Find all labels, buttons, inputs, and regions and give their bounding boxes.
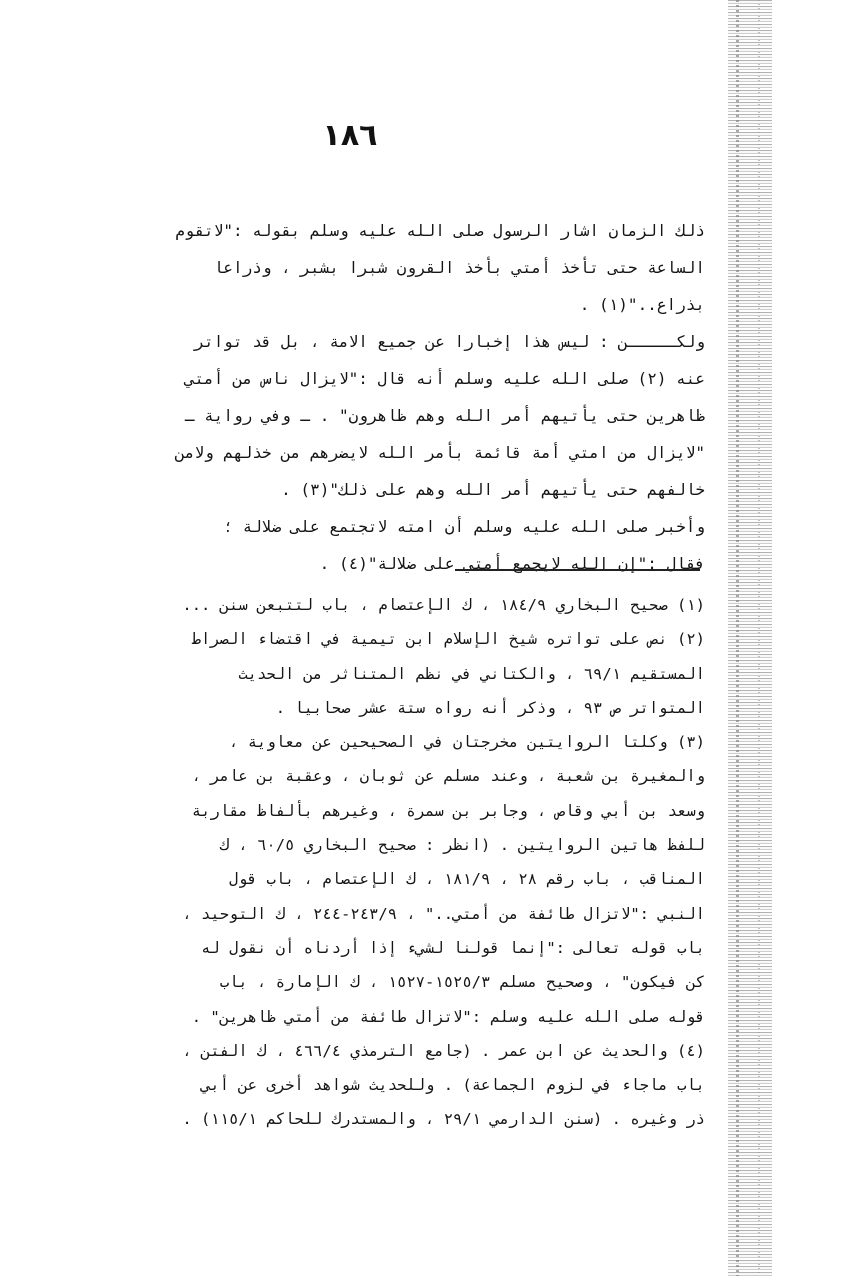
- footnote-line: والمغيرة بن شعبة ، وعند مسلم عن ثوبان ، وعقبة بن عامر ،: [191, 767, 705, 786]
- main-text-line: فقال :"إن الله لايجمع أمتي على ضلالة"(٤) .: [319, 554, 705, 573]
- main-text-line: الساعة حتى تأخذ أمتي بأخذ القرون شبرا بشبر ، وذراعا: [213, 258, 705, 277]
- footnote-line: باب ماجاء في لزوم الجماعة) . وللحديث شواهد أخرى عن أبي: [201, 1076, 705, 1095]
- main-text-line: ظاهرين حتى يأتيهم أمر الله وهم ظاهرون" . ـ وفي رواية ـ: [184, 406, 705, 425]
- main-text-line: "لايزال من امتي أمة قائمة بأمر الله لايضرهم من خذلهم ولامن: [175, 443, 705, 462]
- footnotes: [130, 588, 705, 1137]
- footnote-line: للفظ هاتين الروايتين . (انظر : صحيح البخاري ٦٠/٥ ، ك: [219, 836, 705, 855]
- main-text-line: وأخبر صلى الله عليه وسلم أن امته لاتجتمع على ضلالة ؛: [223, 517, 705, 536]
- footnote-separator: [455, 569, 700, 571]
- footnote-line: قوله صلى الله عليه وسلم :"لاتزال طائفة من أمتي ظاهرين" .: [191, 1007, 705, 1026]
- footnote-line: (٢) نص على تواتره شيخ الإسلام ابن تيمية في اقتضاء الصراط: [191, 630, 705, 649]
- scanned-binding-edge: [728, 0, 772, 1276]
- footnote-line: (٣) وكلتا الروايتين مخرجتان في الصحيحين عن معاوية ،: [229, 733, 705, 752]
- main-text-line: عنه (٢) صلى الله عليه وسلم أنه قال :"لايزال ناس من أمتي: [184, 369, 705, 388]
- footnote-line: المستقيم ٦٩/١ ، والكتاني في نظم المتناثر من الحديث: [238, 664, 705, 683]
- main-text-line: خالفهم حتى يأتيهم أمر الله وهم على ذلك"(٣) .: [281, 480, 705, 499]
- footnote-line: المناقب ، باب رقم ٢٨ ، ١٨١/٩ ، ك الإعتصام ، باب قول: [229, 870, 705, 889]
- footnote-line: كن فيكون" ، وصحيح مسلم ١٥٢٥/٣-١٥٢٧ ، ك الإمارة ، باب: [219, 973, 705, 992]
- footnote-line: النبي :"لاتزال طائفة من أمتي.." ، ٢٤٣/٩-٢٤٤ ، ك التوحيد ،: [182, 904, 705, 923]
- page-number: ١٨٦: [322, 118, 378, 153]
- main-text-line: بذراع.."(١) .: [579, 295, 705, 314]
- footnote-line: ذر وغيره . (سنن الدارمي ٢٩/١ ، والمستدرك للحاكم ١١٥/١) .: [182, 1110, 705, 1129]
- main-text-line: ذلك الزمان اشار الرسول صلى الله عليه وسلم بقوله :"لاتقوم: [175, 221, 705, 240]
- footnote-line: (١) صحيح البخاري ١٨٤/٩ ، ك الإعتصام ، باب لتتبعن سنن ...: [182, 596, 705, 614]
- footnote-line: (٤) والحديث عن ابن عمر . (جامع الترمذي ٤٦٦/٤ ، ك الفتن ،: [182, 1041, 705, 1060]
- footnote-line: باب قوله تعالى :"إنما قولنا لشيء إذا أردناه أن نقول له: [201, 938, 705, 957]
- footnote-line: وسعد بن أبي وقاص ، وجابر بن سمرة ، وغيرهم بألفاظ مقاربة: [191, 801, 705, 820]
- main-text: [130, 212, 705, 582]
- footnote-line: المتواتر ص ٩٣ ، وذكر أنه رواه ستة عشر صحابيا .: [275, 698, 705, 717]
- main-text-line: ولكـــــن : ليس هذا إخبارا عن جميع الامة ، بل قد تواتر: [194, 332, 705, 351]
